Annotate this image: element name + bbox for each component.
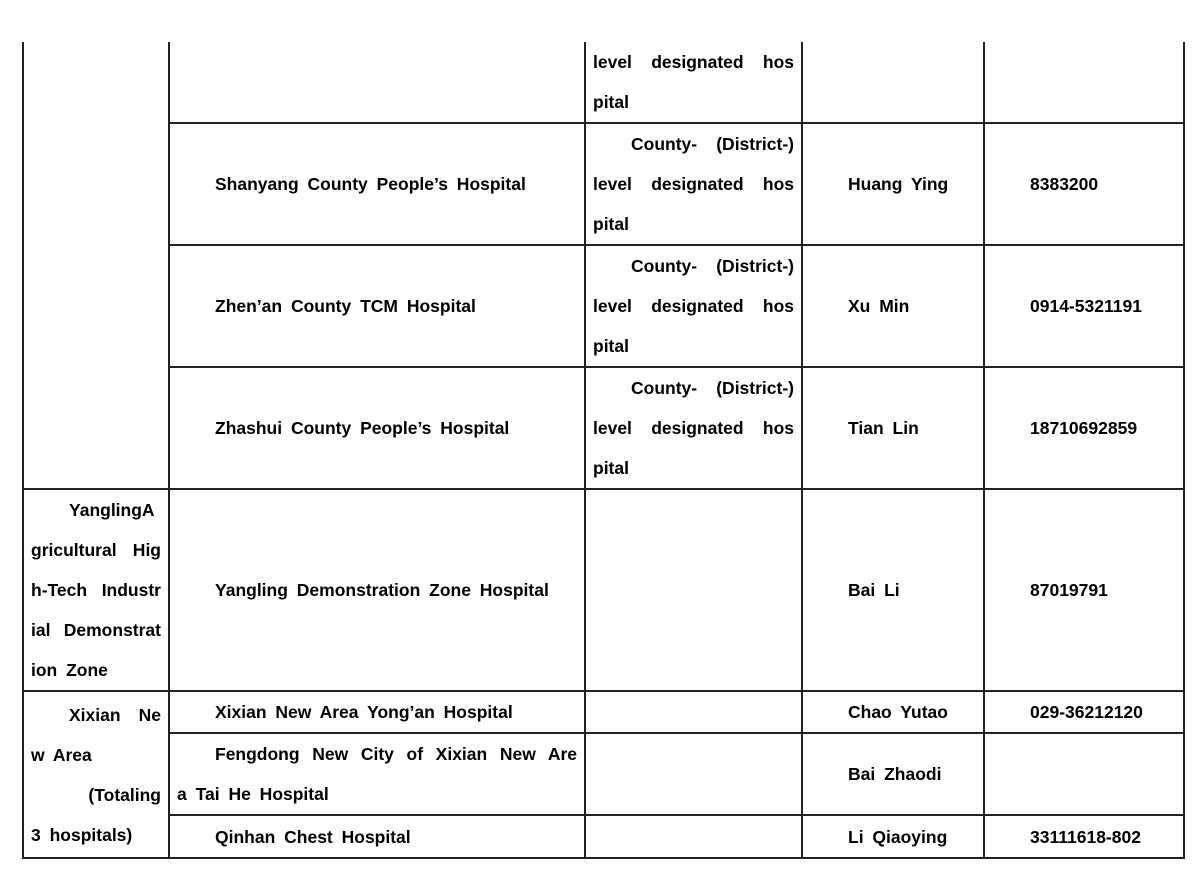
cell-line: Fengdong New City of Xixian New Are xyxy=(215,744,577,764)
cell-line: Shanyang County People’s Hospital xyxy=(215,174,526,194)
cell-line: Li Qiaoying xyxy=(848,826,948,847)
cell-contact xyxy=(802,489,984,691)
cell-line: ion Zone xyxy=(31,660,108,680)
table-row xyxy=(23,123,1184,245)
cell-hospital xyxy=(169,733,585,815)
cell-line: Chao Yutao xyxy=(848,702,948,722)
cell-line: 3 hospitals) xyxy=(31,824,133,845)
cell-designation xyxy=(585,691,802,733)
cell-line: pital xyxy=(593,92,629,112)
cell-line: level designated hos xyxy=(593,296,794,316)
cell-hospital xyxy=(169,691,585,733)
cell-line: County- (District-) xyxy=(631,256,794,276)
cell-line: pital xyxy=(593,458,629,478)
cell-designation xyxy=(585,123,802,245)
cell-designation xyxy=(585,42,802,123)
cell-phone xyxy=(984,123,1184,245)
cell-region-regionB xyxy=(23,489,169,691)
cell-line: Huang Ying xyxy=(848,174,949,194)
cell-contact xyxy=(802,42,984,123)
cell-line: ial Demonstrat xyxy=(31,620,161,640)
cell-line: 87019791 xyxy=(1030,580,1108,600)
cell-contact xyxy=(802,691,984,733)
cell-line: Xixian New Area Yong’an Hospital xyxy=(215,702,513,722)
cell-line: Tian Lin xyxy=(848,418,919,438)
cell-region-regionA xyxy=(23,42,169,489)
cell-line: level designated hos xyxy=(593,174,794,194)
table-row xyxy=(23,367,1184,489)
cell-contact xyxy=(802,815,984,858)
cell-phone xyxy=(984,733,1184,815)
cell-line xyxy=(992,754,1176,794)
cell-line: Xixian Ne xyxy=(69,704,161,725)
cell-contact xyxy=(802,733,984,815)
cell-line: Yangling Demonstration Zone Hospital xyxy=(215,580,549,600)
cell-line: County- (District-) xyxy=(631,134,794,154)
cell-designation xyxy=(585,815,802,858)
cell-line: 18710692859 xyxy=(1030,418,1138,438)
cell-line: pital xyxy=(593,214,629,234)
table-row xyxy=(23,815,1184,858)
cell-contact xyxy=(802,245,984,367)
table-row xyxy=(23,733,1184,815)
cell-line: County- (District-) xyxy=(631,378,794,398)
designated-hospitals-table xyxy=(22,42,1185,859)
cell-designation xyxy=(585,245,802,367)
cell-phone xyxy=(984,489,1184,691)
cell-line: level designated hos xyxy=(593,52,794,72)
cell-line: gricultural Hig xyxy=(31,540,161,560)
cell-designation xyxy=(585,367,802,489)
cell-contact xyxy=(802,123,984,245)
table-row xyxy=(23,691,1184,733)
cell-contact xyxy=(802,367,984,489)
cell-phone xyxy=(984,367,1184,489)
cell-region-regionC xyxy=(23,691,169,858)
cell-line: YanglingA xyxy=(69,500,155,520)
cell-line: Zhen’an County TCM Hospital xyxy=(215,296,476,316)
cell-line: 029-36212120 xyxy=(1030,702,1143,722)
cell-line: Zhashui County People’s Hospital xyxy=(215,418,510,438)
cell-line: Xu Min xyxy=(848,296,910,316)
cell-designation xyxy=(585,489,802,691)
cell-line: 8383200 xyxy=(1030,174,1099,194)
cell-line: a Tai He Hospital xyxy=(177,784,329,804)
table-row xyxy=(23,489,1184,691)
cell-line: level designated hos xyxy=(593,418,794,438)
cell-phone xyxy=(984,42,1184,123)
table-row xyxy=(23,245,1184,367)
cell-hospital xyxy=(169,489,585,691)
cell-phone xyxy=(984,691,1184,733)
table-body xyxy=(23,42,1184,858)
cell-line: Qinhan Chest Hospital xyxy=(215,826,411,847)
cell-line: Bai Zhaodi xyxy=(848,764,942,784)
cell-phone xyxy=(984,815,1184,858)
cell-line: 33111618-802 xyxy=(1030,826,1141,847)
cell-hospital xyxy=(169,367,585,489)
cell-hospital xyxy=(169,123,585,245)
cell-line: h-Tech Industr xyxy=(31,580,161,600)
cell-designation xyxy=(585,733,802,815)
cell-hospital xyxy=(169,245,585,367)
cell-hospital xyxy=(169,42,585,123)
cell-phone xyxy=(984,245,1184,367)
table-row xyxy=(23,42,1184,123)
cell-line: 0914-5321191 xyxy=(1030,296,1142,316)
cell-line: pital xyxy=(593,336,629,356)
cell-hospital xyxy=(169,815,585,858)
cell-line: w Area xyxy=(31,744,92,765)
cell-line: (Totaling xyxy=(88,784,161,805)
cell-line: Bai Li xyxy=(848,580,900,600)
